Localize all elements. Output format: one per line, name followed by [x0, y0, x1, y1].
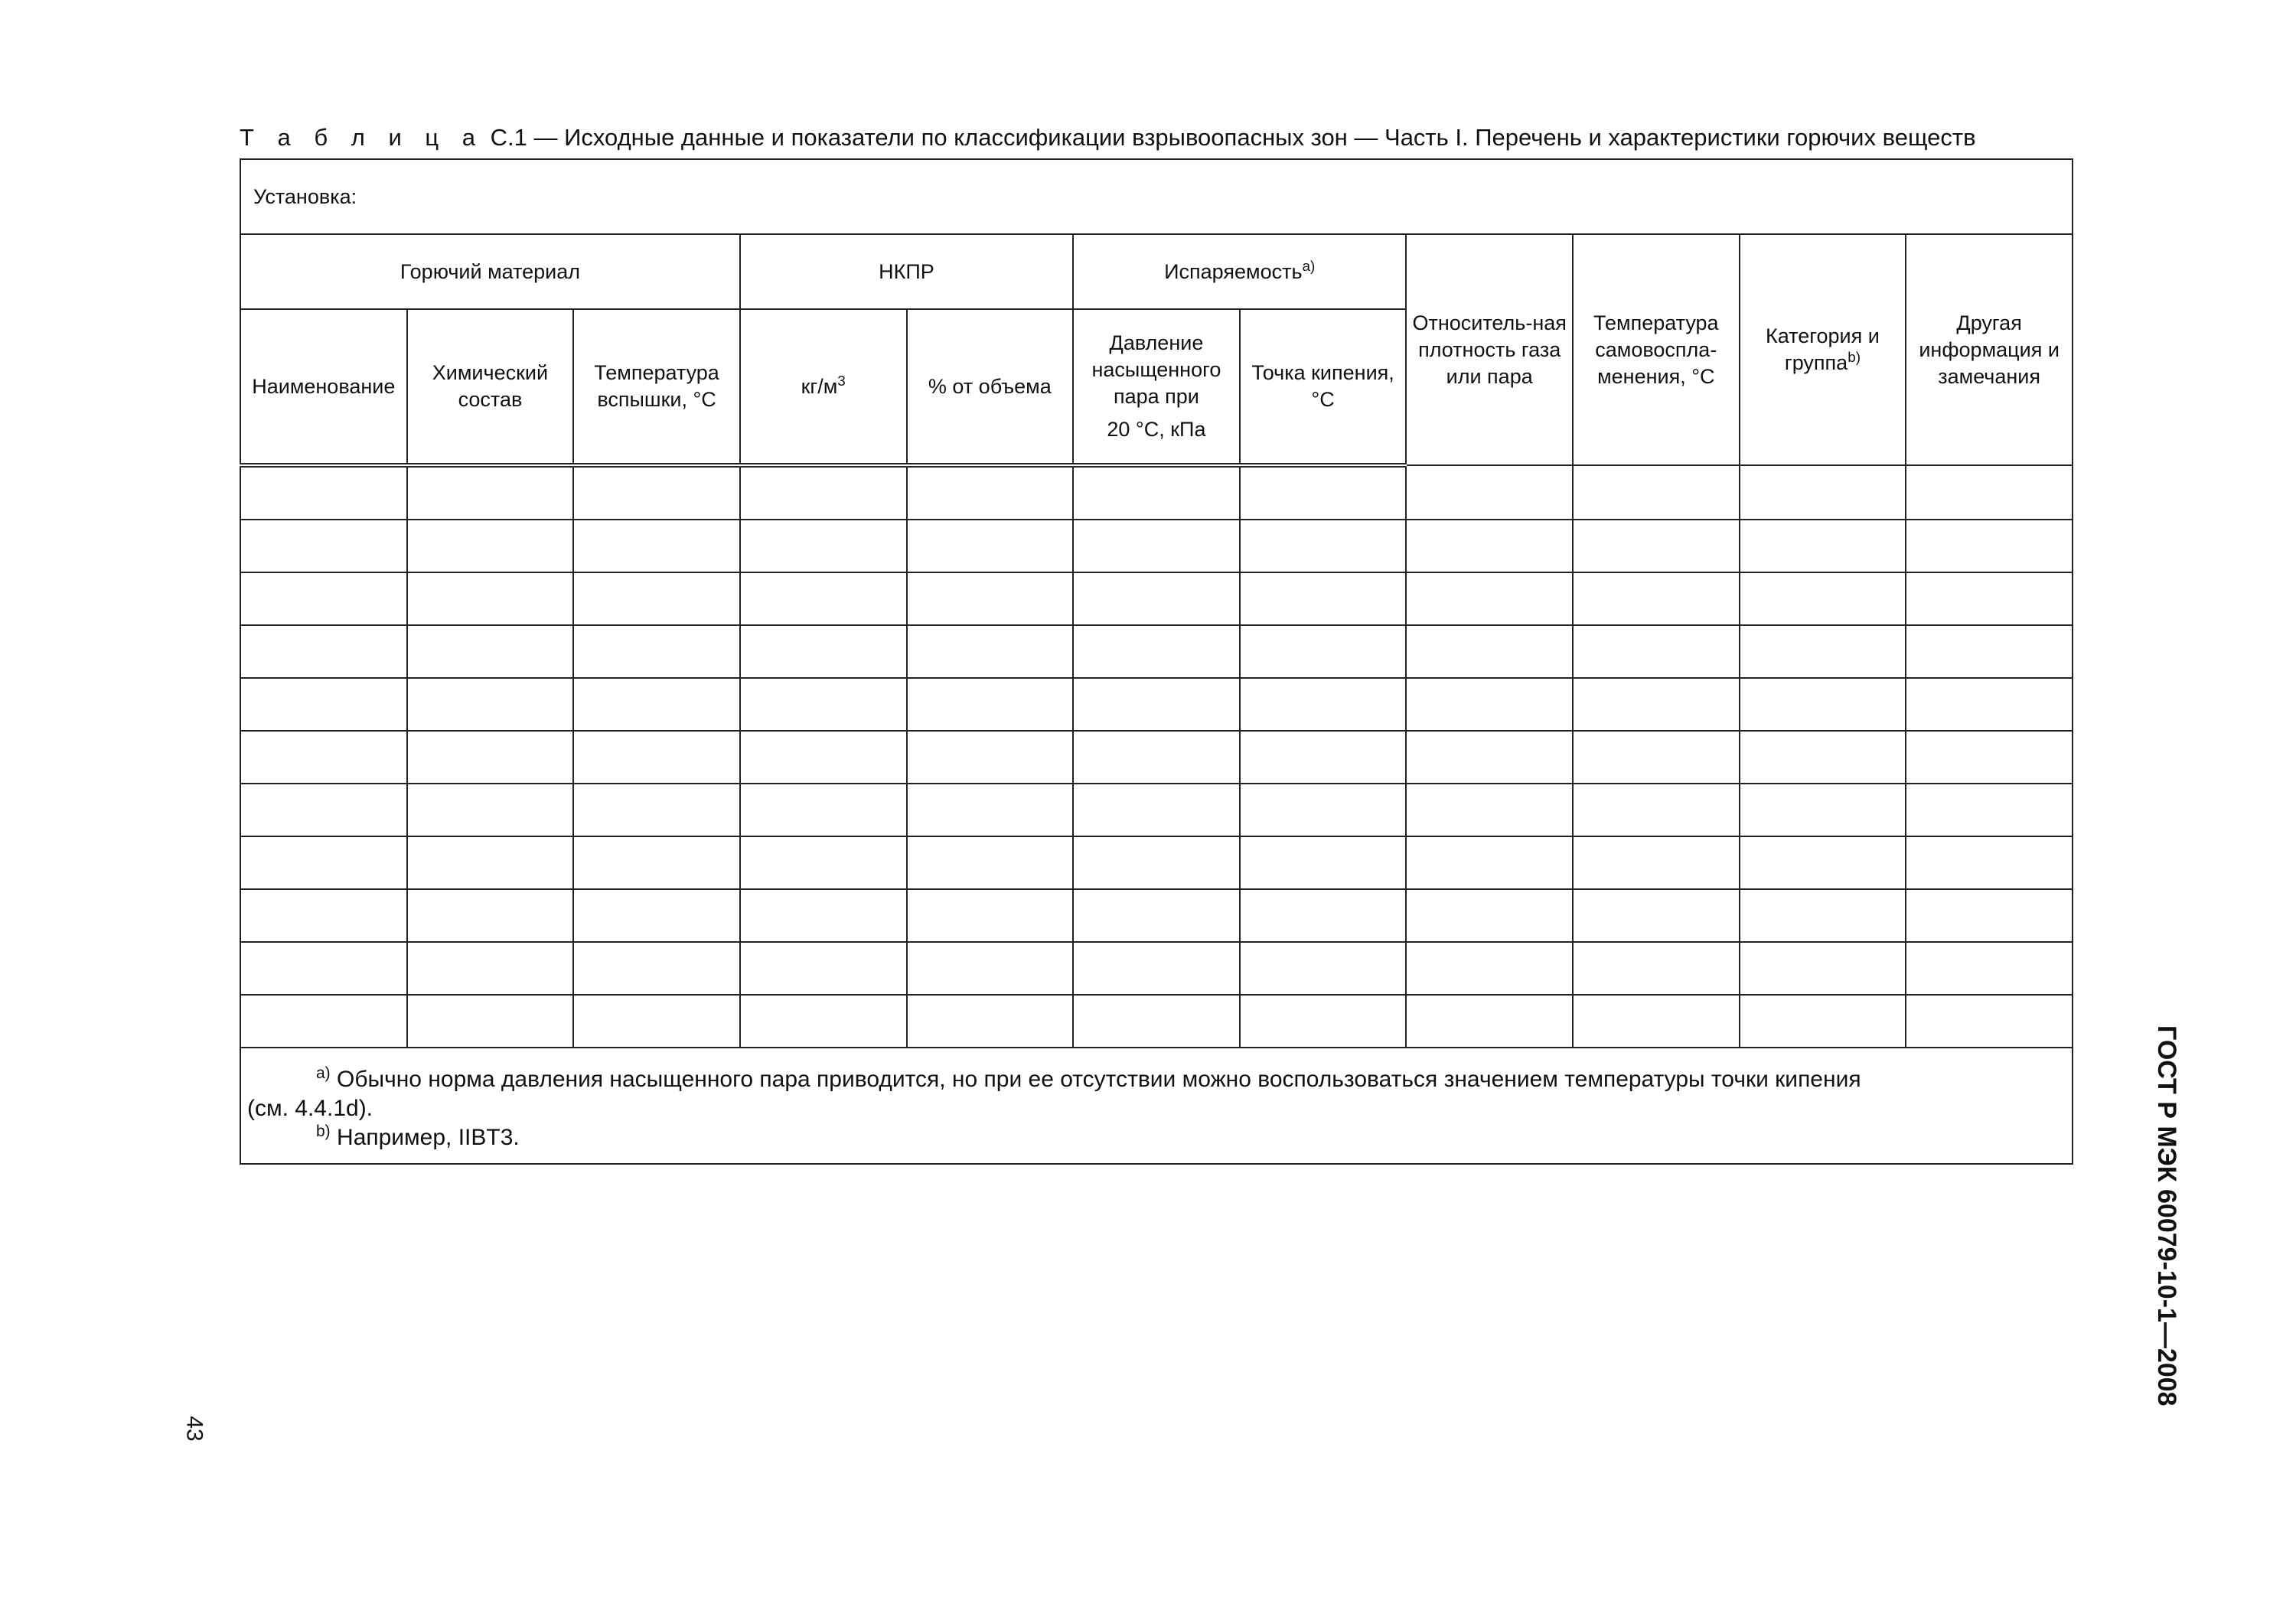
- table-cell: [407, 995, 574, 1048]
- table-cell: [907, 836, 1074, 889]
- hazard-zone-table: [240, 158, 2073, 1165]
- document-code: ГОСТ Р МЭК 60079-10-1—2008: [2152, 1025, 2181, 1406]
- table-row: [240, 520, 2073, 572]
- table-cell: [907, 572, 1074, 625]
- table-row: [240, 572, 2073, 625]
- table-cell: [907, 731, 1074, 784]
- caption-label: Т а б л и ц а: [240, 124, 484, 151]
- table-cell: [1240, 784, 1407, 836]
- table-cell: [907, 678, 1074, 731]
- table-cell: [573, 678, 740, 731]
- table-cell: [1740, 889, 1906, 942]
- table-cell: [407, 465, 574, 520]
- table-cell: [573, 520, 740, 572]
- table-cell: [573, 625, 740, 678]
- table-cell: [407, 889, 574, 942]
- table-cell: [407, 836, 574, 889]
- table-cell: [740, 995, 907, 1048]
- table-cell: [407, 784, 574, 836]
- table-cell: [740, 942, 907, 995]
- table-cell: [1073, 942, 1240, 995]
- table-cell: [1740, 836, 1906, 889]
- header-combustible-material: Горючий материал: [240, 234, 740, 309]
- table-cell: [407, 678, 574, 731]
- table-row: [240, 625, 2073, 678]
- table-cell: [1573, 889, 1740, 942]
- table-row: [240, 836, 2073, 889]
- table-caption: [240, 122, 2076, 153]
- table-cell: [407, 731, 574, 784]
- table-cell: [1406, 731, 1573, 784]
- table-cell: [1073, 625, 1240, 678]
- table-row: [240, 678, 2073, 731]
- footnote-a-continuation: (см. 4.4.1d).: [247, 1096, 373, 1121]
- table-cell: [1573, 731, 1740, 784]
- table-cell: [1240, 520, 1407, 572]
- table-cell: [1740, 625, 1906, 678]
- table-cell: [1573, 995, 1740, 1048]
- table-cell: [1740, 572, 1906, 625]
- table-cell: [1240, 625, 1407, 678]
- header-name: Наименование: [240, 309, 407, 465]
- table-cell: [1573, 625, 1740, 678]
- table-cell: [907, 889, 1074, 942]
- table-cell: [1906, 836, 2073, 889]
- table-cell: [573, 995, 740, 1048]
- table-cell: [1906, 995, 2073, 1048]
- header-autoignition-temperature: Температура самовоспла-менения, °С: [1573, 234, 1740, 465]
- table-cell: [1573, 465, 1740, 520]
- header-flash-point: Температура вспышки, °С: [573, 309, 740, 465]
- table-cell: [1240, 836, 1407, 889]
- table-cell: [573, 784, 740, 836]
- table-cell: [1073, 889, 1240, 942]
- table-cell: [240, 572, 407, 625]
- table-cell: [1906, 784, 2073, 836]
- table-cell: [1073, 995, 1240, 1048]
- table-row: [240, 465, 2073, 520]
- table-cell: [1573, 836, 1740, 889]
- table-cell: [240, 465, 407, 520]
- table-cell: [1740, 995, 1906, 1048]
- table-cell: [573, 836, 740, 889]
- table-cell: [907, 995, 1074, 1048]
- table-cell: [1906, 572, 2073, 625]
- table-cell: [740, 520, 907, 572]
- table-cell: [1073, 678, 1240, 731]
- table-cell: [1906, 889, 2073, 942]
- header-boiling-point: Точка кипения, °С: [1240, 309, 1407, 465]
- table-cell: [1740, 520, 1906, 572]
- table-cell: [240, 731, 407, 784]
- footnote-b: $^{b)}$ Например, IIBT3.: [316, 1123, 520, 1150]
- header-kg-per-m3: $кг/м^3$: [740, 309, 907, 465]
- footnotes-row: [240, 1048, 2073, 1164]
- table-cell: [240, 625, 407, 678]
- table-cell: [1240, 465, 1407, 520]
- table-cell: [1406, 625, 1573, 678]
- table-cell: [740, 784, 907, 836]
- footnote-ref-a: a): [1302, 258, 1316, 275]
- table-cell: [1573, 572, 1740, 625]
- table-cell: [740, 465, 907, 520]
- table-cell: [740, 678, 907, 731]
- table-cell: [573, 465, 740, 520]
- page-number: 43: [181, 1416, 207, 1442]
- table-cell: [240, 784, 407, 836]
- footnote-a: $^{a)}$ Обычно норма давления насыщенного пара приводится, но при ее отсутствии можно воспользоваться значением температуры точки кипения: [316, 1064, 1861, 1092]
- table-cell: [740, 572, 907, 625]
- table-cell: [1573, 520, 1740, 572]
- table-cell: [407, 942, 574, 995]
- table-cell: [1406, 784, 1573, 836]
- table-cell: [907, 625, 1074, 678]
- table-cell: [1240, 731, 1407, 784]
- table-cell: [1740, 784, 1906, 836]
- table-cell: [1406, 520, 1573, 572]
- header-volume-percent: % от объема: [907, 309, 1074, 465]
- table-cell: [740, 889, 907, 942]
- table-cell: [740, 836, 907, 889]
- table-cell: [573, 889, 740, 942]
- table-cell: [1740, 465, 1906, 520]
- header-other-info: Другая информация и замечания: [1906, 234, 2073, 465]
- header-chemical-composition: Химический состав: [407, 309, 574, 465]
- table-cell: [1240, 995, 1407, 1048]
- table-cell: [1740, 678, 1906, 731]
- table-cell: [407, 520, 574, 572]
- installation-label: Установка:: [253, 184, 357, 208]
- table-cell: [907, 784, 1074, 836]
- table-cell: [240, 520, 407, 572]
- table-cell: [907, 942, 1074, 995]
- table-cell: [1406, 942, 1573, 995]
- table-cell: [1240, 942, 1407, 995]
- table-cell: [573, 572, 740, 625]
- table-row: [240, 731, 2073, 784]
- header-category-group: Категория и группа$^{b)}$: [1740, 234, 1906, 465]
- table-row: [240, 784, 2073, 836]
- table-cell: [1906, 465, 2073, 520]
- table-cell: [1573, 784, 1740, 836]
- header-relative-density: Относитель-ная плотность газа или пара: [1406, 234, 1573, 465]
- table-cell: [240, 942, 407, 995]
- table-cell: [907, 520, 1074, 572]
- table-cell: [1406, 572, 1573, 625]
- table-cell: [1906, 942, 2073, 995]
- table-cell: [1073, 784, 1240, 836]
- table-row: [240, 995, 2073, 1048]
- header-vapor-pressure: Давление насыщенного пара при 20 °С, кПа: [1073, 309, 1240, 465]
- table-cell: [907, 465, 1074, 520]
- footnote-ref-b: b): [1848, 350, 1861, 366]
- table-cell: [1906, 625, 2073, 678]
- table-cell: [1073, 520, 1240, 572]
- table-cell: [1240, 889, 1407, 942]
- table-cell: [1906, 678, 2073, 731]
- footnotes-cell: [240, 1048, 2073, 1164]
- table-cell: [573, 731, 740, 784]
- table-cell: [1406, 678, 1573, 731]
- table-cell: [240, 889, 407, 942]
- table-cell: [407, 572, 574, 625]
- table-cell: [1406, 995, 1573, 1048]
- table-cell: [240, 836, 407, 889]
- table-cell: [1073, 465, 1240, 520]
- header-lfl: НКПР: [740, 234, 1073, 309]
- table-cell: [1406, 836, 1573, 889]
- installation-cell: [240, 159, 2073, 234]
- table-row: [240, 889, 2073, 942]
- header-volatility: Испаряемость$^{a)}$: [1073, 234, 1406, 309]
- table-cell: [1573, 678, 1740, 731]
- table-cell: [1740, 942, 1906, 995]
- table-cell: [1740, 731, 1906, 784]
- table-cell: [1073, 836, 1240, 889]
- table-cell: [573, 942, 740, 995]
- caption-text: С.1 — Исходные данные и показатели по классификации взрывоопасных зон — Часть I. Перечень и характеристики горючих веществ: [484, 124, 1976, 151]
- table-cell: [240, 678, 407, 731]
- table-cell: [407, 625, 574, 678]
- table-cell: [1240, 678, 1407, 731]
- table-cell: [1240, 572, 1407, 625]
- table-cell: [740, 731, 907, 784]
- table-cell: [1906, 731, 2073, 784]
- installation-row: [240, 159, 2073, 234]
- table-cell: [1073, 731, 1240, 784]
- table-cell: [1073, 572, 1240, 625]
- table-row: [240, 942, 2073, 995]
- table-cell: [1906, 520, 2073, 572]
- table-cell: [740, 625, 907, 678]
- table-cell: [1406, 465, 1573, 520]
- header-group-row: [240, 234, 2073, 309]
- table-cell: [240, 995, 407, 1048]
- table-cell: [1406, 889, 1573, 942]
- table-cell: [1573, 942, 1740, 995]
